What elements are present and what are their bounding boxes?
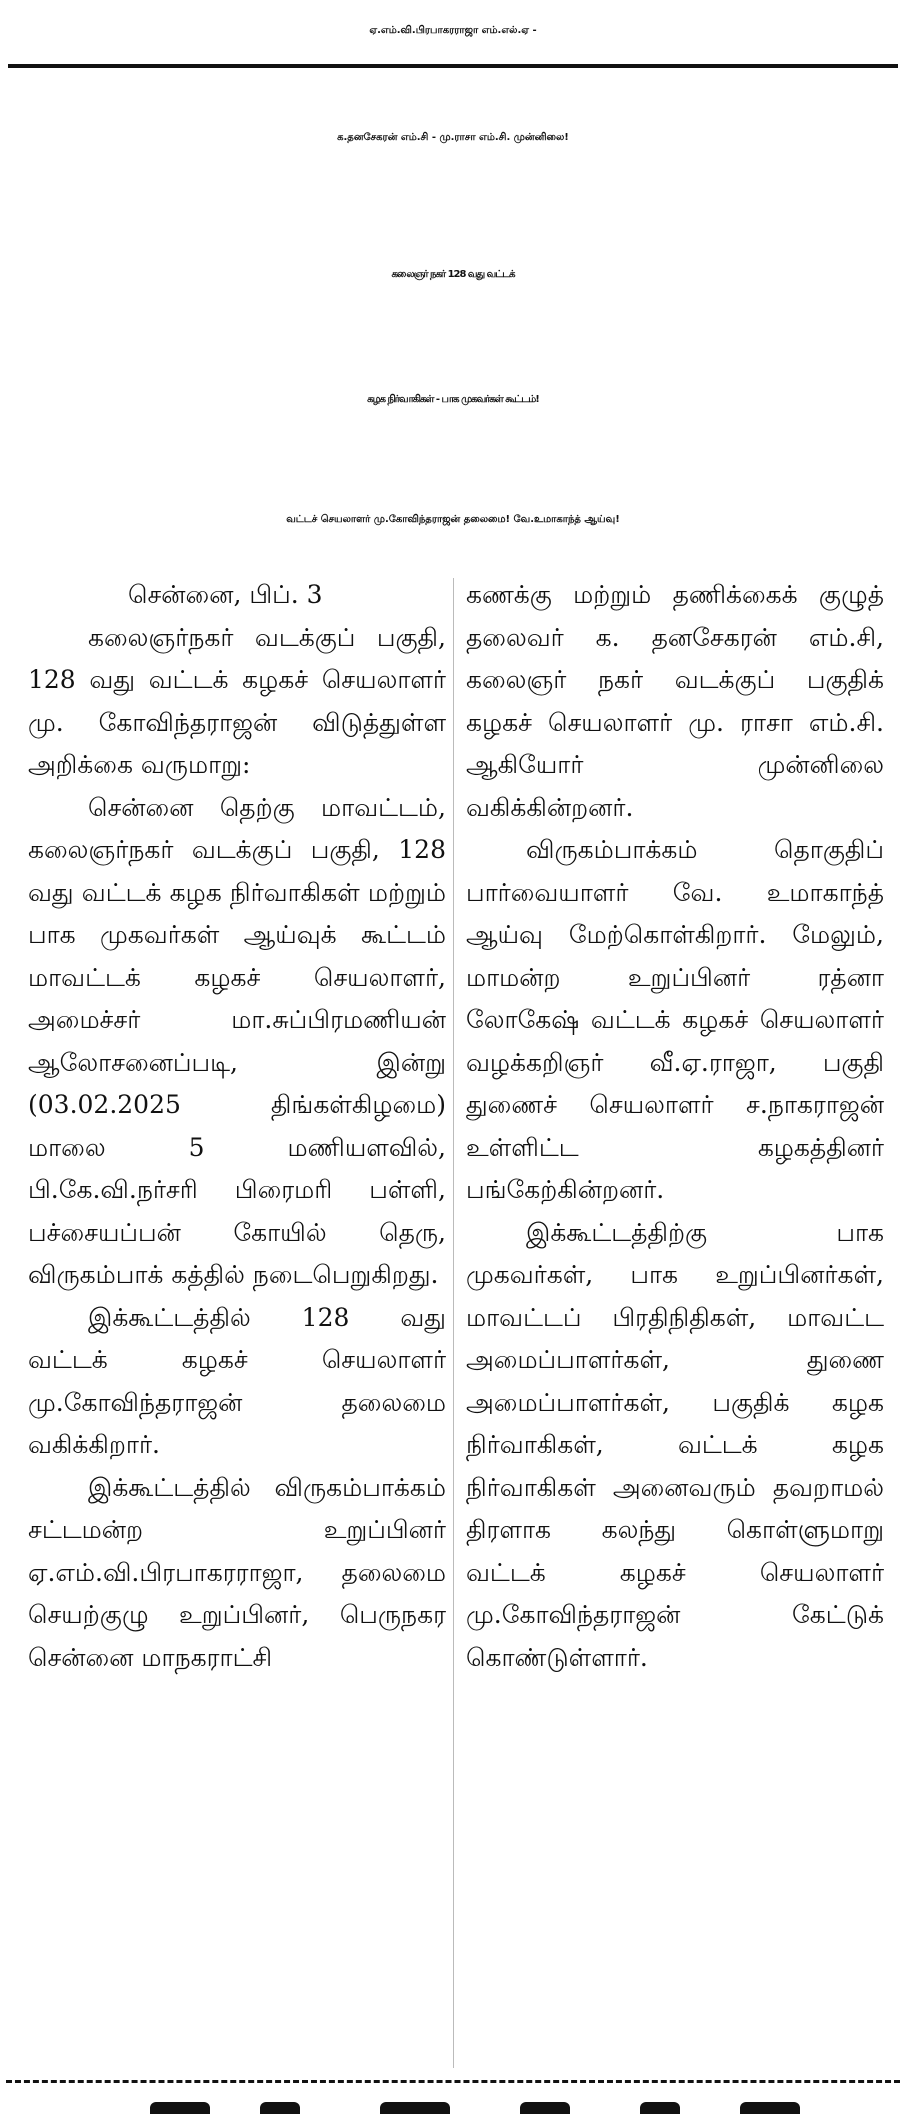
headline-kicker: ஏ.எம்.வி.பிரபாகரராஜா எம்.எல்.ஏ - — [369, 25, 537, 36]
article-paragraph: கலைஞர்நகர் வடக்குப் பகுதி, 128 வது வட்டக் கழகச் செயலாளர் மு. கோவிந்தராஜன் விடுத்துள்ள அறிக்கை வருமாறு: — [28, 622, 446, 779]
headline-rule — [8, 64, 898, 68]
column-divider — [453, 578, 454, 2068]
article-paragraph: இக்கூட்டத்தில் விருகம்பாக்கம் சட்டமன்ற உறுப்பினர் ஏ.எம்.வி.பிரபாகரராஜா, தலைமை செயற்குழு உறுப்பினர், பெருநகர சென்னை மாநகராட்சி — [28, 1472, 446, 1672]
article-paragraph: இக்கூட்டத்திற்கு பாக முகவர்கள், பாக உறுப்பினர்கள், மாவட்டப் பிரதிநிதிகள், மாவட்ட அமைப்பாளர்கள், துணை அமைப்பாளர்கள், பகுதிக் கழக நிர்வாகிகள், வட்டக் கழக நிர்வாகிகள் அனைவரும் தவறாமல் திரளாக கலந்து கொள்ளுமாறு வட்டக் கழகச் செயலாளர் மு.கோவிந்தராஜன் கேட்டுக் கொண்டுள்ளார். — [466, 1217, 884, 1672]
dashed-separator — [6, 2080, 900, 2083]
main-headline-line-1: கலைஞர் நகர் 128 வது வட்டக் — [391, 269, 515, 280]
article-column-right — [466, 574, 884, 1679]
headline-subkicker: க.தனசேகரன் எம்.சி - மு.ராசா எம்.சி. முன்னிலை! — [337, 132, 569, 143]
next-article-cutoff — [0, 2090, 906, 2114]
dateline: சென்னை, பிப். 3 — [128, 580, 323, 609]
article-paragraph: இக்கூட்டத்தில் 128 வது வட்டக் கழகச் செயலாளர் மு.கோவிந்தராஜன் தலைமை வகிக்கிறார். — [28, 1302, 446, 1459]
article-paragraph: விருகம்பாக்கம் தொகுதிப் பார்வையாளர் வே. உமாகாந்த் ஆய்வு மேற்கொள்கிறார். மேலும், மாமன்ற உறுப்பினர் ரத்னா லோகேஷ் வட்டக் கழகச் செயலாளர் வழக்கறிஞர் வீ.ஏ.ராஜா, பகுதி துணைச் செயலாளர் ச.நாகராஜன் உள்ளிட்ட கழகத்தினர் பங்கேற்கின்றனர். — [466, 835, 884, 1204]
article-paragraph: சென்னை தெற்கு மாவட்டம், கலைஞர்நகர் வடக்குப் பகுதி, 128 வது வட்டக் கழக நிர்வாகிகள் மற்றும் பாக முகவர்கள் ஆய்வுக் கூட்டம் மாவட்டக் கழகச் செயலாளர், அமைச்சர் மா.சுப்பிரமணியன் ஆலோசனைப்படி, இன்று (03.02.2025 திங்கள்கிழமை) மாலை 5 மணியளவில், பி.கே.வி.நர்சரி பிரைமரி பள்ளி, பச்சையப்பன் கோயில் தெரு, விருகம்பாக் கத்தில் நடைபெறுகிறது. — [28, 792, 446, 1289]
main-headline-line-2: கழக நிர்வாகிகள் - பாக முகவர்கள் கூட்டம்! — [367, 394, 539, 405]
sub-headline: வட்டச் செயலாளர் மு.கோவிந்தராஜன் தலைமை! வே.உமாகாந்த் ஆய்வு! — [286, 514, 620, 525]
article-column-left — [28, 574, 446, 1679]
article-paragraph: கணக்கு மற்றும் தணிக்கைக் குழுத் தலைவர் க. தனசேகரன் எம்.சி, கலைஞர் நகர் வடக்குப் பகுதிக் கழகச் செயலாளர் மு. ராசா எம்.சி. ஆகியோர் முன்னிலை வகிக்கின்றனர். — [466, 580, 884, 822]
